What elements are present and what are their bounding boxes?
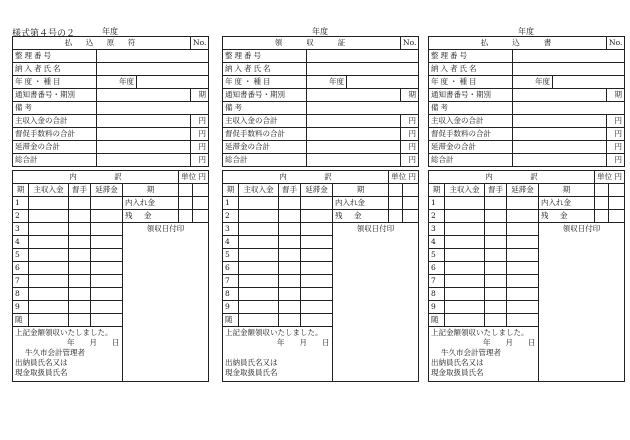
row-period: 随 [223,314,239,327]
footer-date: 年 月 日 [483,338,536,347]
row-period: 5 [223,249,239,262]
partial-payment-value[interactable] [179,197,193,210]
grand-total-value[interactable] [307,154,401,167]
period-suffix: 期 [607,89,625,102]
row-period: 2 [13,210,29,223]
row-late[interactable] [507,197,539,210]
period-suffix: 期 [191,89,209,102]
partial-payment-extra[interactable] [193,197,209,210]
row-late[interactable] [91,197,123,210]
row-period: 2 [223,210,239,223]
notice-number-label: 通知書番号・期別 [223,89,307,102]
cash-handler-name-label: 現金取扱員氏名 [225,368,278,377]
row-late[interactable] [91,262,123,275]
yen-unit: 円 [191,115,209,128]
late-total-value[interactable] [513,141,607,154]
seiri-value[interactable] [513,50,625,63]
grand-total-label: 総合計 [429,154,513,167]
col-main-revenue: 主収入金 [239,184,279,197]
row-main[interactable] [445,275,485,288]
row-late[interactable] [91,314,123,327]
panel-no: No. [191,37,209,50]
row-main[interactable] [239,197,279,210]
partial-payment-extra[interactable] [609,197,625,210]
col-deadline: 期 [333,184,389,197]
payment-slip-breakdown-table [428,170,625,382]
cashier-name-label: 出納員氏名又は [15,358,68,367]
row-fee[interactable] [485,249,507,262]
cashier-name-label: 出納員氏名又は [431,358,484,367]
year-value[interactable]: 年度 [513,76,553,89]
row-fee[interactable] [485,301,507,314]
row-fee[interactable] [485,236,507,249]
remarks-value[interactable] [513,102,625,115]
row-fee[interactable] [485,314,507,327]
row-period: 6 [223,262,239,275]
balance-extra[interactable] [403,210,419,223]
row-period: 3 [429,223,445,236]
payer-name-value[interactable] [513,63,625,76]
row-fee[interactable] [485,275,507,288]
row-period: 9 [13,301,29,314]
period-suffix: 期 [401,89,419,102]
main-total-label: 主収入金の合計 [429,115,513,128]
row-fee[interactable] [485,210,507,223]
row-fee[interactable] [69,301,91,314]
fee-total-label: 督促手数料の合計 [223,128,307,141]
receipt-breakdown-table [222,170,419,382]
yen-unit: 円 [401,154,419,167]
row-period: 7 [223,275,239,288]
late-total-label: 延滞金の合計 [13,141,97,154]
row-main[interactable] [445,262,485,275]
yen-unit: 円 [401,141,419,154]
year-value[interactable]: 年度 [307,76,347,89]
row-fee[interactable] [279,197,301,210]
balance-extra[interactable] [193,210,209,223]
row-main[interactable] [239,288,279,301]
row-period: 7 [429,275,445,288]
col-main-revenue: 主収入金 [29,184,69,197]
notice-number-label: 通知書番号・期別 [429,89,513,102]
panel-receipt [222,27,418,382]
empty-cell [403,184,419,197]
payer-name-value[interactable] [307,63,419,76]
row-main[interactable] [29,301,69,314]
row-late[interactable] [507,314,539,327]
payer-name-label: 納入者氏名 [13,63,97,76]
seiri-label: 整理番号 [223,50,307,63]
payer-name-value[interactable] [97,63,209,76]
col-fee: 督手 [485,184,507,197]
late-total-value[interactable] [97,141,191,154]
partial-payment-extra[interactable] [403,197,419,210]
empty-cell [595,184,609,197]
receipt-date-stamp-label: 領収日付印 [562,224,601,233]
row-period: 1 [13,197,29,210]
row-late[interactable] [507,288,539,301]
seiri-label: 整理番号 [429,50,513,63]
row-main[interactable] [239,223,279,236]
row-main[interactable] [445,288,485,301]
row-fee[interactable] [279,210,301,223]
row-late[interactable] [301,210,333,223]
city-treasurer: 牛久市会計管理者 [441,348,501,357]
row-fee[interactable] [485,262,507,275]
row-period: 随 [429,314,445,327]
row-main[interactable] [29,262,69,275]
row-period: 2 [429,210,445,223]
grand-total-value[interactable] [97,154,191,167]
row-period: 4 [13,236,29,249]
row-fee[interactable] [69,197,91,210]
balance-extra[interactable] [609,210,625,223]
row-late[interactable] [91,210,123,223]
breakdown-heading: 内 訳 [223,171,389,184]
main-total-value[interactable] [97,115,191,128]
row-main[interactable] [239,210,279,223]
empty-cell [389,184,403,197]
remarks-value[interactable] [307,102,419,115]
row-period: 6 [13,262,29,275]
remarks-label: 備考 [223,102,307,115]
yen-unit: 円 [401,115,419,128]
receipt-main-table [222,36,419,167]
year-category-label: 年度・種目 [429,76,513,89]
row-late[interactable] [507,236,539,249]
row-main[interactable] [445,210,485,223]
footer-date: 年 月 日 [67,338,120,347]
col-period: 期 [223,184,239,197]
row-fee[interactable] [279,288,301,301]
year-category-label: 年度・種目 [223,76,307,89]
col-fee: 督手 [69,184,91,197]
row-fee[interactable] [279,275,301,288]
row-main[interactable] [239,236,279,249]
row-main[interactable] [29,210,69,223]
panel-no: No. [401,37,419,50]
payer-name-label: 納入者氏名 [223,63,307,76]
payment-slip-main-table [428,36,625,167]
col-main-revenue: 主収入金 [445,184,485,197]
row-fee[interactable] [69,275,91,288]
year-heading: 年度 [518,27,534,36]
row-main[interactable] [29,236,69,249]
fee-total-value[interactable] [97,128,191,141]
row-main[interactable] [445,236,485,249]
row-late[interactable] [301,275,333,288]
row-period: 6 [429,262,445,275]
row-period: 4 [429,236,445,249]
row-late[interactable] [301,249,333,262]
row-main[interactable] [239,249,279,262]
row-late[interactable] [507,301,539,314]
row-fee[interactable] [69,249,91,262]
payment-stub-main-table [12,36,209,167]
row-fee[interactable] [69,210,91,223]
breakdown-heading: 内 訳 [13,171,179,184]
notice-number-value[interactable] [513,89,607,102]
seiri-value[interactable] [97,50,209,63]
row-period: 8 [223,288,239,301]
row-main[interactable] [29,223,69,236]
late-total-label: 延滞金の合計 [223,141,307,154]
row-period: 1 [223,197,239,210]
unit-label: 単位 円 [389,171,419,184]
partial-payment-label: 内入れ金 [333,197,389,210]
row-period: 9 [429,301,445,314]
row-main[interactable] [239,314,279,327]
category-value[interactable] [553,76,625,89]
footer-text [429,327,625,382]
form-number: 様式第４号の２ [12,29,76,39]
panel-title: 払 込 原 符 [13,37,191,50]
balance-value[interactable] [389,210,403,223]
row-late[interactable] [507,249,539,262]
main-total-value[interactable] [513,115,607,128]
yen-unit: 円 [607,115,625,128]
row-late[interactable] [507,223,539,236]
row-fee[interactable] [485,197,507,210]
row-main[interactable] [445,301,485,314]
grand-total-value[interactable] [513,154,607,167]
col-deadline: 期 [123,184,179,197]
panel-title: 払 込 書 [429,37,607,50]
partial-payment-label: 内入れ金 [539,197,595,210]
grand-total-label: 総合計 [13,154,97,167]
row-late[interactable] [91,223,123,236]
city-treasurer: 牛久市会計管理者 [25,348,85,357]
remarks-label: 備考 [429,102,513,115]
row-late[interactable] [507,210,539,223]
receipt-date-stamp-label: 領収日付印 [356,224,395,233]
row-fee[interactable] [485,223,507,236]
fee-total-label: 督促手数料の合計 [429,128,513,141]
row-period: 1 [429,197,445,210]
yen-unit: 円 [607,141,625,154]
yen-unit: 円 [401,128,419,141]
late-total-label: 延滞金の合計 [429,141,513,154]
unit-label: 単位 円 [595,171,625,184]
row-period: 4 [223,236,239,249]
receipt-date-stamp-label: 領収日付印 [146,224,185,233]
row-late[interactable] [301,223,333,236]
row-fee[interactable] [69,288,91,301]
grand-total-label: 総合計 [223,154,307,167]
row-fee[interactable] [279,249,301,262]
row-period: 5 [429,249,445,262]
row-period: 5 [13,249,29,262]
notice-number-value[interactable] [307,89,401,102]
partial-payment-value[interactable] [595,197,609,210]
received-statement: 上記金額領収いたしました。 [431,328,529,337]
breakdown-heading: 内 訳 [429,171,595,184]
year-category-label: 年度・種目 [13,76,97,89]
row-late[interactable] [301,262,333,275]
payer-name-label: 納入者氏名 [429,63,513,76]
row-late[interactable] [507,275,539,288]
col-period: 期 [429,184,445,197]
unit-label: 単位 円 [179,171,209,184]
balance-label: 残 金 [123,210,179,223]
row-late[interactable] [301,301,333,314]
remarks-label: 備考 [13,102,97,115]
yen-unit: 円 [607,154,625,167]
row-period: 3 [223,223,239,236]
year-value[interactable]: 年度 [97,76,137,89]
yen-unit: 円 [191,141,209,154]
partial-payment-value[interactable] [389,197,403,210]
row-main[interactable] [445,249,485,262]
notice-number-label: 通知書番号・期別 [13,89,97,102]
row-late[interactable] [301,314,333,327]
row-main[interactable] [29,249,69,262]
col-late: 延滞金 [301,184,333,197]
panel-payment-slip [428,27,624,382]
cash-handler-name-label: 現金取扱員氏名 [15,368,68,377]
row-late[interactable] [301,236,333,249]
row-fee[interactable] [69,314,91,327]
row-period: 3 [13,223,29,236]
panel-title: 領 収 証 [223,37,401,50]
row-fee[interactable] [279,301,301,314]
row-late[interactable] [91,275,123,288]
col-deadline: 期 [539,184,595,197]
row-main[interactable] [239,262,279,275]
fee-total-value[interactable] [513,128,607,141]
row-main[interactable] [29,275,69,288]
partial-payment-label: 内入れ金 [123,197,179,210]
row-fee[interactable] [69,262,91,275]
category-value[interactable] [347,76,419,89]
row-period: 8 [13,288,29,301]
received-statement: 上記金額領収いたしました。 [225,328,323,337]
row-fee[interactable] [279,236,301,249]
row-main[interactable] [29,288,69,301]
row-fee[interactable] [69,223,91,236]
year-heading: 年度 [102,27,118,36]
seiri-value[interactable] [307,50,419,63]
row-fee[interactable] [69,236,91,249]
row-main[interactable] [239,275,279,288]
footer-text [13,327,209,382]
col-late: 延滞金 [507,184,539,197]
row-fee[interactable] [279,223,301,236]
panel-no: No. [607,37,625,50]
row-late[interactable] [91,301,123,314]
col-period: 期 [13,184,29,197]
empty-cell [193,184,209,197]
cash-handler-name-label: 現金取扱員氏名 [431,368,484,377]
remarks-value[interactable] [97,102,209,115]
row-late[interactable] [301,197,333,210]
yen-unit: 円 [191,128,209,141]
row-late[interactable] [91,236,123,249]
received-statement: 上記金額領収いたしました。 [15,328,113,337]
fee-total-label: 督促手数料の合計 [13,128,97,141]
main-total-label: 主収入金の合計 [223,115,307,128]
fee-total-value[interactable] [307,128,401,141]
row-main[interactable] [445,223,485,236]
yen-unit: 円 [607,128,625,141]
footer-text [223,327,419,382]
balance-value[interactable] [179,210,193,223]
row-period: 7 [13,275,29,288]
row-main[interactable] [29,197,69,210]
seiri-label: 整理番号 [13,50,97,63]
year-heading: 年度 [312,27,328,36]
main-total-label: 主収入金の合計 [13,115,97,128]
row-period: 8 [429,288,445,301]
row-main[interactable] [445,314,485,327]
balance-label: 残 金 [333,210,389,223]
row-main[interactable] [239,301,279,314]
main-total-value[interactable] [307,115,401,128]
row-late[interactable] [507,262,539,275]
row-fee[interactable] [485,288,507,301]
empty-cell [609,184,625,197]
row-period: 随 [13,314,29,327]
row-fee[interactable] [279,262,301,275]
balance-label: 残 金 [539,210,595,223]
cashier-name-label: 出納員氏名又は [225,358,278,367]
row-main[interactable] [29,314,69,327]
row-period: 9 [223,301,239,314]
row-fee[interactable] [279,314,301,327]
yen-unit: 円 [191,154,209,167]
empty-cell [179,184,193,197]
row-late[interactable] [91,249,123,262]
footer-date: 年 月 日 [277,338,330,347]
late-total-value[interactable] [307,141,401,154]
payment-stub-breakdown-table [12,170,209,382]
col-late: 延滞金 [91,184,123,197]
row-late[interactable] [301,288,333,301]
category-value[interactable] [137,76,209,89]
row-main[interactable] [445,197,485,210]
balance-value[interactable] [595,210,609,223]
row-late[interactable] [91,288,123,301]
notice-number-value[interactable] [97,89,191,102]
col-fee: 督手 [279,184,301,197]
